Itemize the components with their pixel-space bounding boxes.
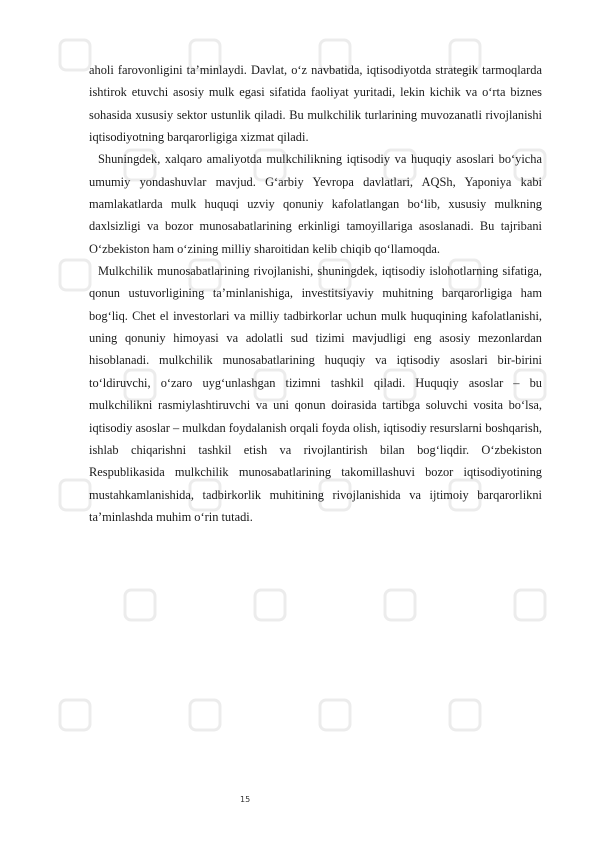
- page-number: 15: [240, 795, 251, 804]
- paragraph-2: Shuningdek, xalqaro amaliyotda mulkchilikning iqtisodiy va huquqiy asoslari bo‘yicha umumiy yondashuvlar mavjud. G‘arbiy Yevropa davlatlari, AQSh, Yaponiya kabi mamlakatlarda mulk huquqi uzviy qonuniy kafolatlangan bo‘lib, xususiy mulkning daxlsizligi va bozor munosabatlarining erkinligi tamoyillariga asoslanadi. Bu tajribani O‘zbekiston ham o‘zining milliy sharoitidan kelib chiqib qo‘llamoqda.: [89, 152, 542, 256]
- paragraph-1: aholi farovonligini ta’minlaydi. Davlat, o‘z navbatida, iqtisodiyotda strategik tarmoqlarda ishtirok etuvchi asosiy mulk egasi sifatida faoliyat yuritadi, lekin kichik va o‘rta biznes sohasida xususiy sektor ustunlik qiladi. Bu mulkchilik turlarining muvozanatli rivojlanishi iqtisodiyotning barqarorligiga xizmat qiladi.: [89, 63, 542, 145]
- document-body: [89, 59, 542, 528]
- paragraph-3: Mulkchilik munosabatlarining rivojlanishi, shuningdek, iqtisodiy islohotlarning sifatiga, qonun ustuvorligining ta’minlanishiga, investitsiyaviy muhitning barqarorligiga ham bog‘liq. Chet el investorlari va milliy tadbirkorlar uchun mulk huquqining kafolatlanishi, uning qonuniy himoyasi va adolatli sud tizimi mavjudligi eng asosiy mezonlardan hisoblanadi. mulkchilik munosabatlarining huquqiy va iqtisodiy asoslari bir-birini to‘ldiruvchi, o‘zaro uyg‘unlashgan tizimni tashkil qiladi. Huquqiy asoslar – bu mulkchilikni rasmiylashtiruvchi va uni qonun doirasida tartibga soluvchi vosita bo‘lsa, iqtisodiy asoslar – mulkdan foydalanish orqali foyda olish, iqtisodiy resurslarni boshqarish, ishlab chiqarishni tashkil etish va rivojlantirish bilan bog‘liqdir. O‘zbekiston Respublikasida mulkchilik munosabatlarining takomillashuvi bozor iqtisodiyotining mustahkamlanishida, tadbirkorlik muhitining rivojlanishida va ijtimoiy barqarorlikni ta’minlashda muhim o‘rin tutadi.: [89, 264, 542, 524]
